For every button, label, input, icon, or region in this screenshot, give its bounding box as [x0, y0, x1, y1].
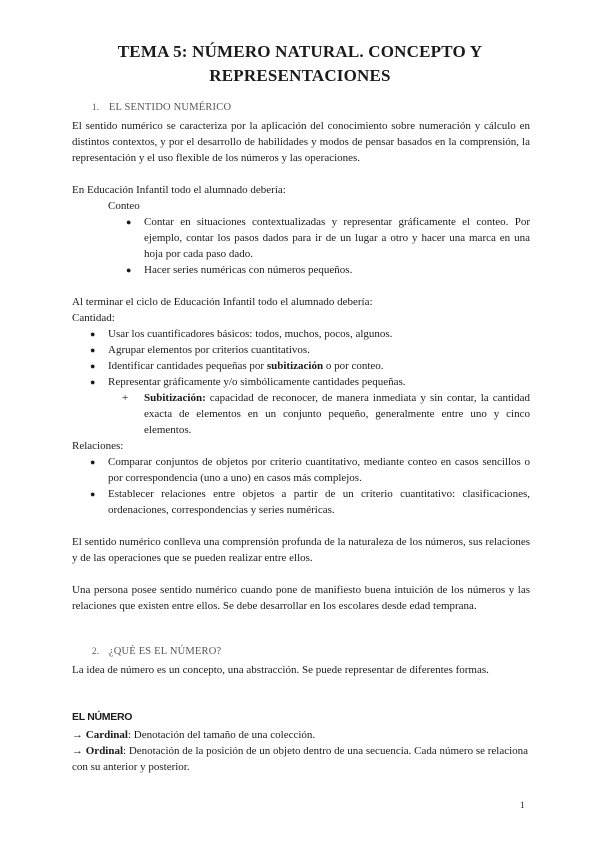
- cantidad-item-text: Representar gráficamente y/o simbólicamente cantidades pequeñas.: [108, 376, 406, 388]
- final-ciclo-intro: Al terminar el ciclo de Educación Infantil todo el alumnado debería:: [72, 296, 373, 308]
- cardinal-definition: : Denotación del tamaño de una colección.: [127, 729, 316, 741]
- definition-term: Subitización:: [144, 392, 206, 404]
- conteo-item-text: Hacer series numéricas con números pequeños.: [144, 264, 353, 276]
- el-numero-heading: EL NÚMERO: [72, 711, 133, 723]
- document-title: [70, 40, 530, 88]
- relaciones-item-text: Establecer relaciones entre objetos a partir de un criterio cuantitativo: clasificaciones, ordenaciones, correspondencias y series numéricas.: [108, 488, 530, 516]
- text-part: o por conteo.: [323, 360, 384, 372]
- text-part: Identificar cantidades pequeñas por: [108, 360, 267, 372]
- section-heading-1: [92, 102, 231, 113]
- ordinal-term: Ordinal: [85, 745, 124, 757]
- ordinal-definition: : Denotación de la posición de un objeto dentro de una secuencia. Cada número se relaciona con su anterior y posterior.: [72, 745, 529, 773]
- title-line-1: TEMA 5: NÚMERO NATURAL. CONCEPTO Y: [117, 42, 483, 61]
- subitizacion-term: subitización: [266, 360, 324, 372]
- arrow-icon: →: [72, 729, 86, 741]
- comprension-paragraph: El sentido numérico conlleva una comprensión profunda de la naturaleza de los números, sus relaciones y de las operaciones que se pueden realizar entre ellos.: [72, 536, 530, 564]
- definition-body: capacidad de reconocer, de manera inmediata y sin contar, la cantidad exacta de elementos en un conjunto pequeño, generalmente entre uno y cinco elementos.: [144, 392, 530, 436]
- section-heading-2: [92, 646, 221, 657]
- section-label: ¿QUÉ ES EL NÚMERO?: [108, 646, 222, 657]
- title-line-2: REPRESENTACIONES: [209, 66, 391, 85]
- cardinal-term: Cardinal: [85, 729, 128, 741]
- bullet-icon: ●: [90, 345, 96, 355]
- bullet-icon: ●: [90, 457, 96, 467]
- conteo-item-text: Contar en situaciones contextualizadas y representar gráficamente el conteo. Por ejemplo, contar los pasos dados para ir de un lugar a otro y hacer una marca en una hoja por cada paso dado.: [144, 216, 530, 260]
- conteo-label: Conteo: [108, 200, 140, 212]
- bullet-icon: ●: [90, 489, 96, 499]
- subitizacion-text: [144, 390, 530, 438]
- relaciones-label: Relaciones:: [72, 440, 124, 452]
- cantidad-label: Cantidad:: [72, 312, 115, 324]
- section-label: EL SENTIDO NUMÉRICO: [108, 102, 232, 113]
- persona-paragraph: Una persona posee sentido numérico cuando pone de manifiesto buena intuición de los números y las relaciones que existen entre ellos. Se debe desarrollar en los escolares desde edad temprana.: [72, 584, 530, 612]
- bullet-icon: ●: [90, 377, 96, 387]
- intro-paragraph: El sentido numérico se caracteriza por la aplicación del conocimiento sobre numeración y cálculo en distintos contextos, y por el desarrollo de habilidades y modos de pensar basados en la comprensión, la representación y el uso flexible de los números y las operaciones.: [72, 120, 530, 164]
- cantidad-item-text: [108, 358, 530, 374]
- bullet-icon: ●: [90, 361, 96, 371]
- idea-paragraph: La idea de número es un concepto, una abstracción. Se puede representar de diferentes formas.: [72, 664, 489, 676]
- infantil-intro: En Educación Infantil todo el alumnado debería:: [72, 184, 286, 196]
- section-number: 1.: [92, 102, 100, 112]
- section-number: 2.: [92, 646, 100, 656]
- plus-icon: +: [122, 392, 129, 404]
- page-number: 1: [520, 800, 525, 810]
- bullet-icon: ●: [126, 265, 132, 275]
- bullet-icon: ●: [90, 329, 96, 339]
- cardinal-line: [72, 727, 530, 743]
- arrow-icon: →: [72, 745, 86, 757]
- cantidad-item-text: Agrupar elementos por criterios cuantitativos.: [108, 344, 310, 356]
- ordinal-line: [72, 743, 530, 775]
- relaciones-item-text: Comparar conjuntos de objetos por criterio cuantitativo, mediante conteo en casos sencillos o por correspondencia (uno a uno) en casos más complejos.: [108, 456, 530, 484]
- cantidad-item-text: Usar los cuantificadores básicos: todos, muchos, pocos, algunos.: [108, 328, 393, 340]
- bullet-icon: ●: [126, 217, 132, 227]
